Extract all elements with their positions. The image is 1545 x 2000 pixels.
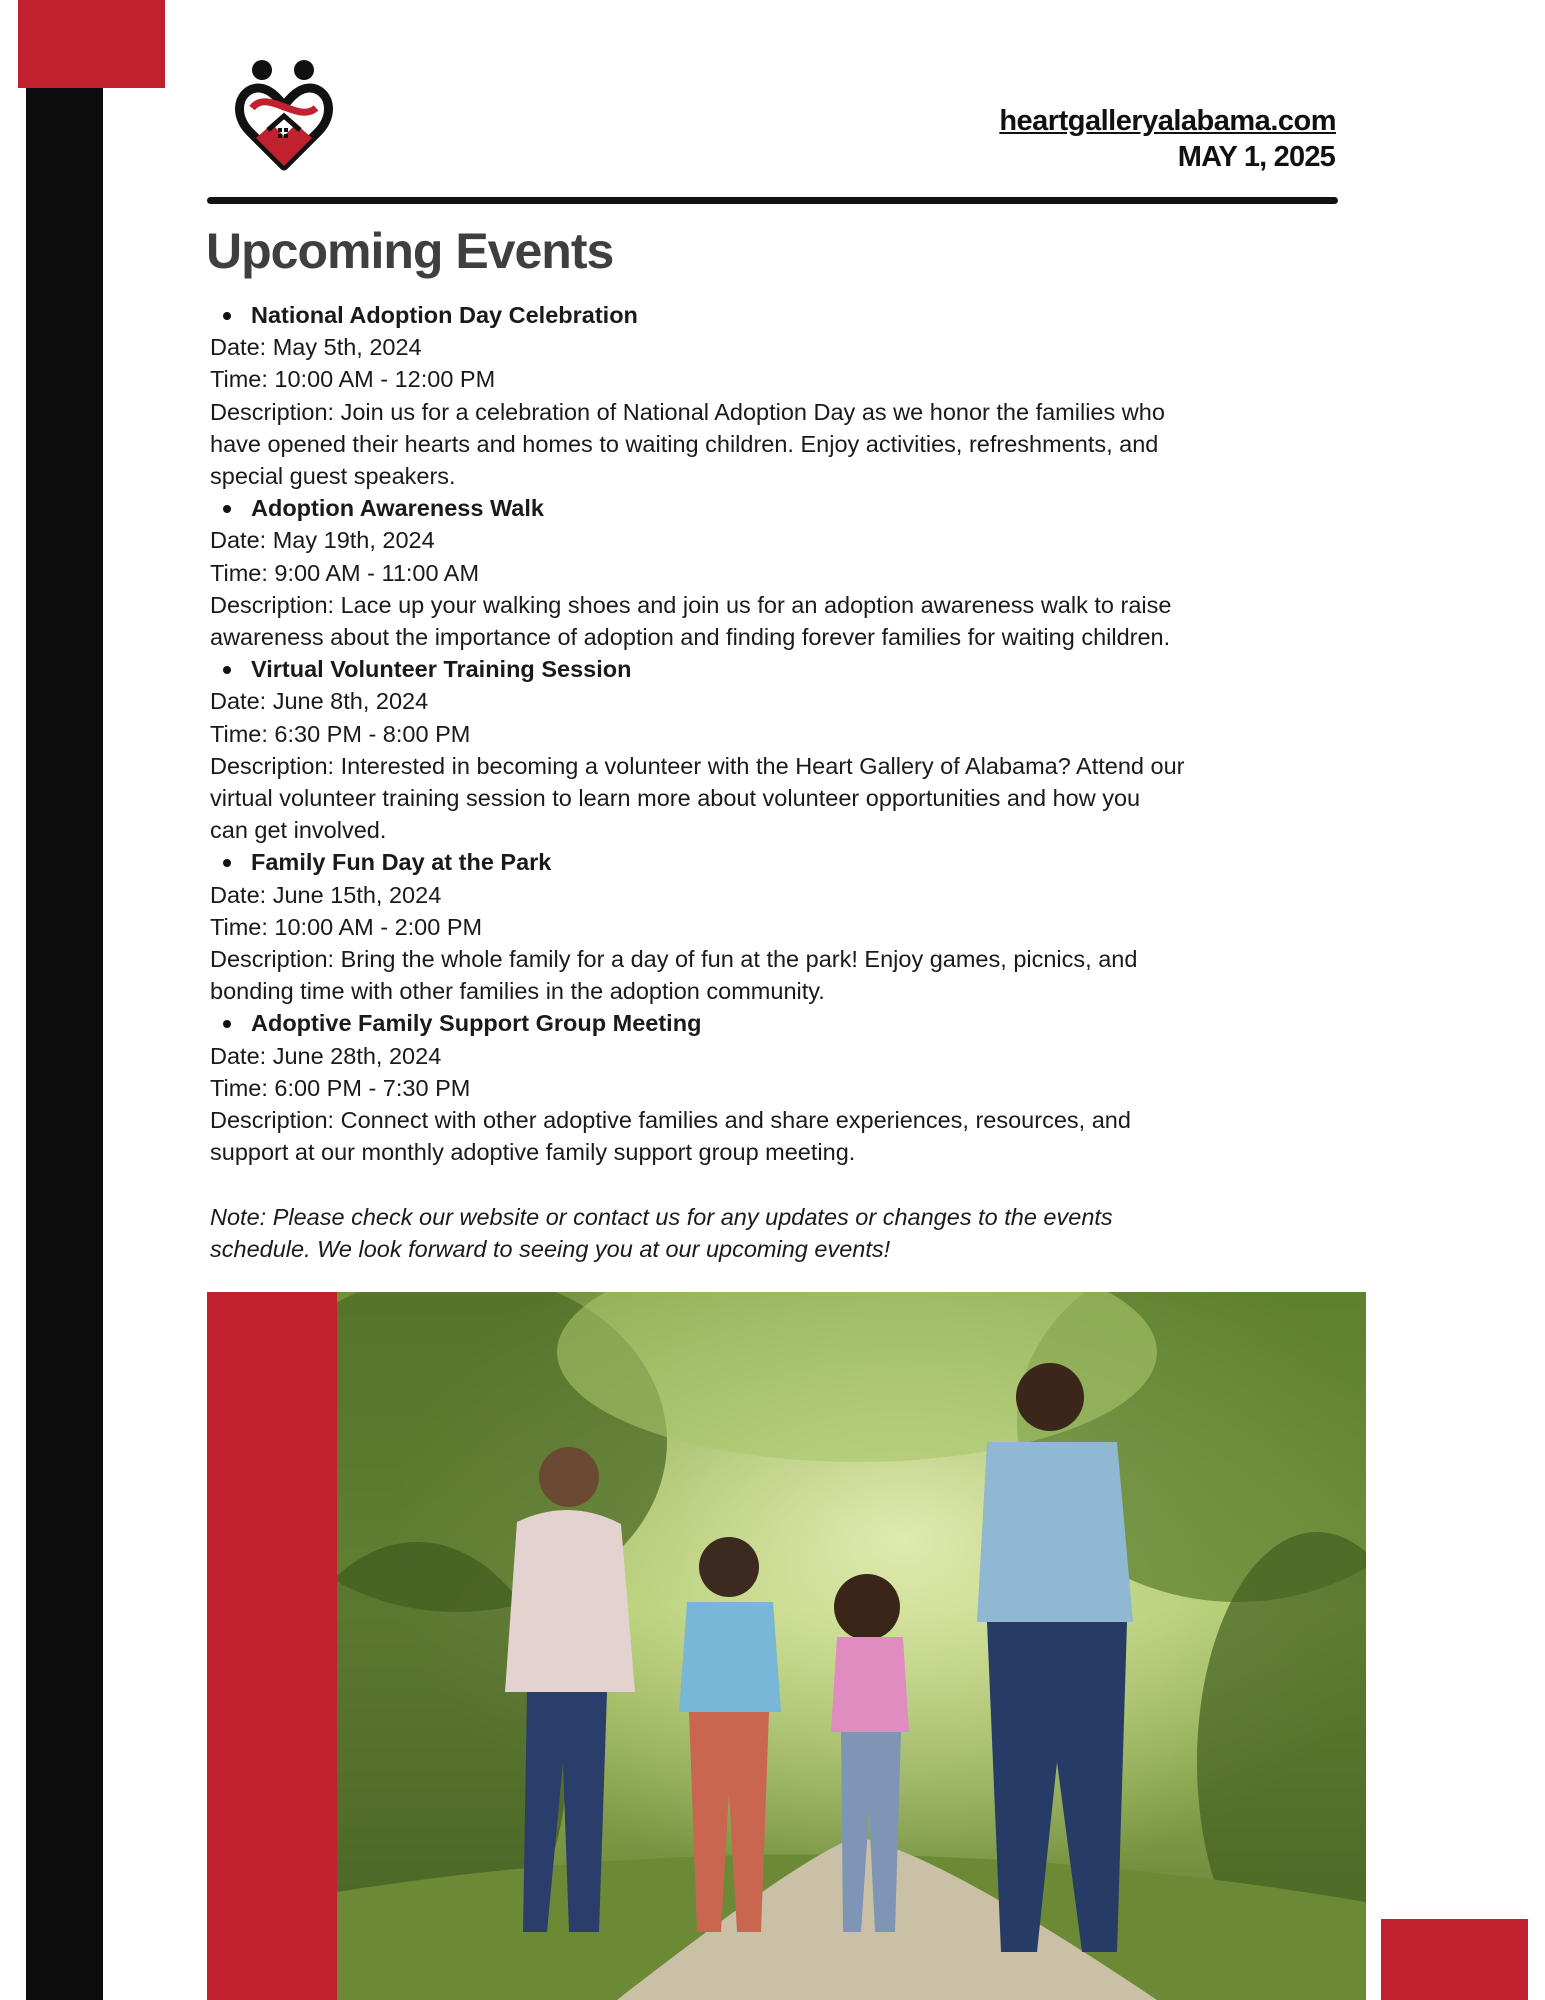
- event-item: [210, 653, 1350, 846]
- note-line: Note: Please check our website or contact us for any updates or changes to the events: [210, 1204, 1113, 1230]
- event-date: Date: May 5th, 2024: [210, 334, 422, 361]
- event-date: Date: June 8th, 2024: [210, 688, 429, 715]
- events-list: [210, 299, 1350, 1168]
- event-description-line: Description: Interested in becoming a volunteer with the Heart Gallery of Alabama? Attend our: [210, 752, 1185, 779]
- event-time: Time: 6:30 PM - 8:00 PM: [210, 720, 471, 747]
- event-description-line: awareness about the importance of adoption and finding forever families for waiting children.: [210, 624, 1171, 651]
- red-corner-block-top: [18, 0, 165, 88]
- event-time: Time: 9:00 AM - 11:00 AM: [210, 559, 480, 586]
- page-title: Upcoming Events: [206, 223, 614, 279]
- event-description-line: Description: Bring the whole family for a day of fun at the park! Enjoy games, picnics, and: [210, 946, 1138, 973]
- issue-date: MAY 1, 2025: [1177, 141, 1335, 173]
- event-title: Virtual Volunteer Training Session: [210, 653, 1350, 685]
- event-time: Time: 6:00 PM - 7:30 PM: [210, 1074, 471, 1101]
- header-divider: [207, 197, 1338, 204]
- event-time: Time: 10:00 AM - 2:00 PM: [210, 913, 483, 940]
- event-description-line: Description: Connect with other adoptive families and share experiences, resources, and: [210, 1107, 1131, 1134]
- event-description-line: bonding time with other families in the adoption community.: [210, 978, 825, 1005]
- event-date: Date: May 19th, 2024: [210, 527, 435, 554]
- event-description-line: Description: Join us for a celebration of National Adoption Day as we honor the families who: [210, 398, 1165, 425]
- event-item: [210, 846, 1350, 1007]
- event-title: Adoptive Family Support Group Meeting: [210, 1007, 1350, 1039]
- event-title: Family Fun Day at the Park: [210, 846, 1350, 878]
- event-description-line: special guest speakers.: [210, 463, 456, 490]
- photo-red-band: [207, 1292, 337, 2000]
- event-item: [210, 299, 1350, 492]
- event-description-line: can get involved.: [210, 817, 387, 844]
- event-item: [210, 1007, 1350, 1168]
- event-description-line: have opened their hearts and homes to waiting children. Enjoy activities, refreshments, and: [210, 430, 1159, 457]
- note-line: schedule. We look forward to seeing you at our upcoming events!: [210, 1236, 891, 1263]
- event-title: National Adoption Day Celebration: [210, 299, 1350, 331]
- event-item: [210, 492, 1350, 653]
- event-description-line: support at our monthly adoptive family support group meeting.: [210, 1139, 856, 1166]
- site-url-link[interactable]: heartgalleryalabama.com: [999, 105, 1336, 137]
- event-date: Date: June 15th, 2024: [210, 881, 442, 908]
- heart-infinity-house-logo-icon: [232, 58, 336, 172]
- event-title: Adoption Awareness Walk: [210, 492, 1350, 524]
- left-black-bar: [26, 88, 103, 2000]
- family-walking-photo: [337, 1292, 1366, 2000]
- event-date: Date: June 28th, 2024: [210, 1042, 442, 1069]
- event-description-line: virtual volunteer training session to learn more about volunteer opportunities and how you: [210, 785, 1141, 812]
- event-time: Time: 10:00 AM - 12:00 PM: [210, 366, 496, 393]
- event-description-line: Description: Lace up your walking shoes and join us for an adoption awareness walk to raise: [210, 591, 1172, 618]
- schedule-note: [210, 1201, 1350, 1265]
- red-corner-block-bottom: [1381, 1919, 1528, 2000]
